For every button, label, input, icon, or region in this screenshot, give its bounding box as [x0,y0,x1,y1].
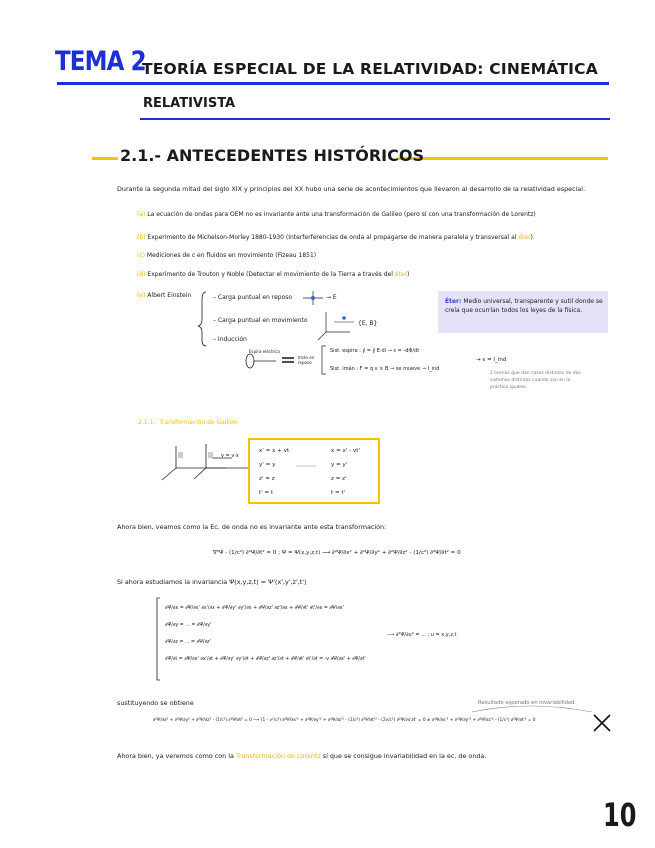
induction-note: 2 teorías que dan casos distintos de dos sistemas distintos cuando son en la práctica iguales. [490,371,581,390]
item-label: (a) [137,211,146,218]
paragraph-3: sustituyendo se obtiene [117,699,194,707]
eter-text: Medio universal, transparente y sutil donde se creía que ocurrían todos los leyes de la física. [445,298,603,314]
tema-label: TEMA 2 [55,46,146,77]
item-text: Experimento de Michelson-Morley 1880-1930 (Interferferencias de onda al propagarse de manera paralela y transversal al [147,234,517,241]
eq: x = x' - vt' [331,448,361,454]
item-label: (e) [137,292,146,299]
induction-label-2: Imán en reposo [298,355,315,365]
item-label: (d) [137,271,146,278]
item-text: Experimento de Trouton y Noble (Detectar el movimiento de la Tierra a través del [147,271,393,278]
page-number: 10 [603,796,637,834]
item-text: Albert Einstein [147,292,192,299]
branch-text: Carga puntual en reposo [217,294,293,301]
item-text: La ecuación de ondas para OEM no es invariante ante una transformación de Galileo (pero sí con una transformación de Lorentz) [147,211,536,218]
branch-2-symbol: {E, B} [358,320,378,327]
paragraph-2: Si ahora estudiamos la invariancia Ψ(x,y,z,t) = Ψ'(x',y',z',t') [117,578,307,586]
eq: t' = t [259,490,274,496]
sist-espira: Sist. espira : ∮ = ∮ E·dl → ε = -dΦ/dt [330,348,420,354]
item-label: (b) [137,234,146,241]
item-end: ). [530,234,535,241]
brace-icon [198,292,206,346]
eq: x' = x + vt [259,448,290,454]
item-highlight: éter [394,271,407,278]
expected-result-label: Resultado esperado en invariabilidad [478,700,575,706]
item-highlight: éter [518,234,531,241]
branch-3: – Inducción [213,336,247,343]
induction-result: → ε = I_ind [476,357,507,363]
chain-line: ∂Ψ/∂y = ... = ∂Ψ/∂y' [165,623,212,628]
chain-line: ∂Ψ/∂z = ... = ∂Ψ/∂z' [165,640,211,645]
charge-rest-icon [303,291,323,305]
eq: z = z' [331,476,347,482]
expected-curve [472,706,592,712]
eq: y = y' [331,462,348,468]
paragraph-1: Ahora bien, veamos como la Ec. de onda no es invariante ante esta transformación: [117,523,387,531]
item-end: ) [406,271,410,278]
galileo-axes-diagram [162,444,248,480]
branch-1: – Carga puntual en reposo [213,294,293,301]
chain-line: ∂Ψ/∂t = ∂Ψ/∂x' ∂x'/∂t + ∂Ψ/∂y' ∂y'/∂t + ∂Ψ/∂z' ∂z'/∂t + ∂Ψ/∂t' ∂t'/∂t = -v ∂Ψ/∂x' + ∂Ψ/∂t' [165,657,366,662]
section-title: 2.1.- ANTECEDENTES HISTÓRICOS [120,146,424,165]
final-equation: ∂²Ψ/∂x² + ∂²Ψ/∂y² + ∂²Ψ/∂z² - (1/c²) ∂²Ψ/∂t² = 0 ⟶ (1 - v²/c²) ∂²Ψ/∂x'² + ∂²Ψ/∂y'² + ∂²Ψ/∂z'² - (1/c²) ∂²Ψ/∂t'² - (2v/c²) ∂²Ψ/∂x'∂t' = 0 ≠ ∂²Ψ/∂x'² + ∂²Ψ/∂y'² + ∂²Ψ/∂z'² - (1/c²) ∂²Ψ/∂t'² = 0 [153,718,536,723]
chain-line: ∂Ψ/∂x = ∂Ψ/∂x' ∂x'/∂x + ∂Ψ/∂y' ∂y'/∂x + ∂Ψ/∂z' ∂z'/∂x + ∂Ψ/∂t' ∂t'/∂x = ∂Ψ/∂x' [165,606,344,611]
p4-text: Ahora bien, ya veremos como con la [117,752,234,760]
eq: z' = z [259,476,275,482]
chain-result: ⟶ ∂²Ψ/∂u² = ... ; u = x,y,z,t [387,632,457,638]
induction-label-1: Espira eléctrica [249,349,280,354]
charge-motion-icon [318,312,354,340]
sist-iman: Sist. imán : F = q v × B → se mueve → I_ind [330,366,440,372]
intro-paragraph: Durante la segunda mitad del siglo XIX y principios del XX hubo una serie de acontecimientos que llevaron al desarrollo de la relatividad especial. [117,185,586,193]
branch-2: – Carga puntual en movimiento [213,317,308,324]
chapter-title: TEORÍA ESPECIAL DE LA RELATIVIDAD: CINEMÁTICA [142,60,598,78]
eter-label: Éter: [445,298,462,305]
wave-equation: ∇²Ψ - (1/c²) ∂²Ψ/∂t² = 0 ; Ψ = Ψ(x,y,z,t) ⟶ ∂²Ψ/∂x² + ∂²Ψ/∂y² + ∂²Ψ/∂z² - (1/c²) ∂²Ψ/∂t² = 0 [213,550,461,556]
branch-text: Carga puntual en movimiento [217,317,308,324]
item-text: Mediciones de c en fluidos en movimiento (Fizeau 1851) [146,252,317,259]
branch-text: Inducción [217,336,247,343]
p4-text: sí que se consigue invariabilidad en la ec. de onda. [322,752,487,760]
eq: t = t' [331,490,346,496]
chapter-title-line2: RELATIVISTA [143,96,236,111]
cross-icon [594,715,610,731]
item-label: (c) [137,252,145,259]
velocity-label: v = v·x [221,453,239,459]
subsection-title: 2.1.1.- Transformación de Galileo [138,419,238,426]
brace-icon [157,598,160,680]
branch-1-symbol: → E [326,294,337,301]
eq: y' = y [259,462,276,468]
induction-loop-icon [246,346,326,374]
p4-highlight: Transformación de Lorentz [235,752,321,760]
